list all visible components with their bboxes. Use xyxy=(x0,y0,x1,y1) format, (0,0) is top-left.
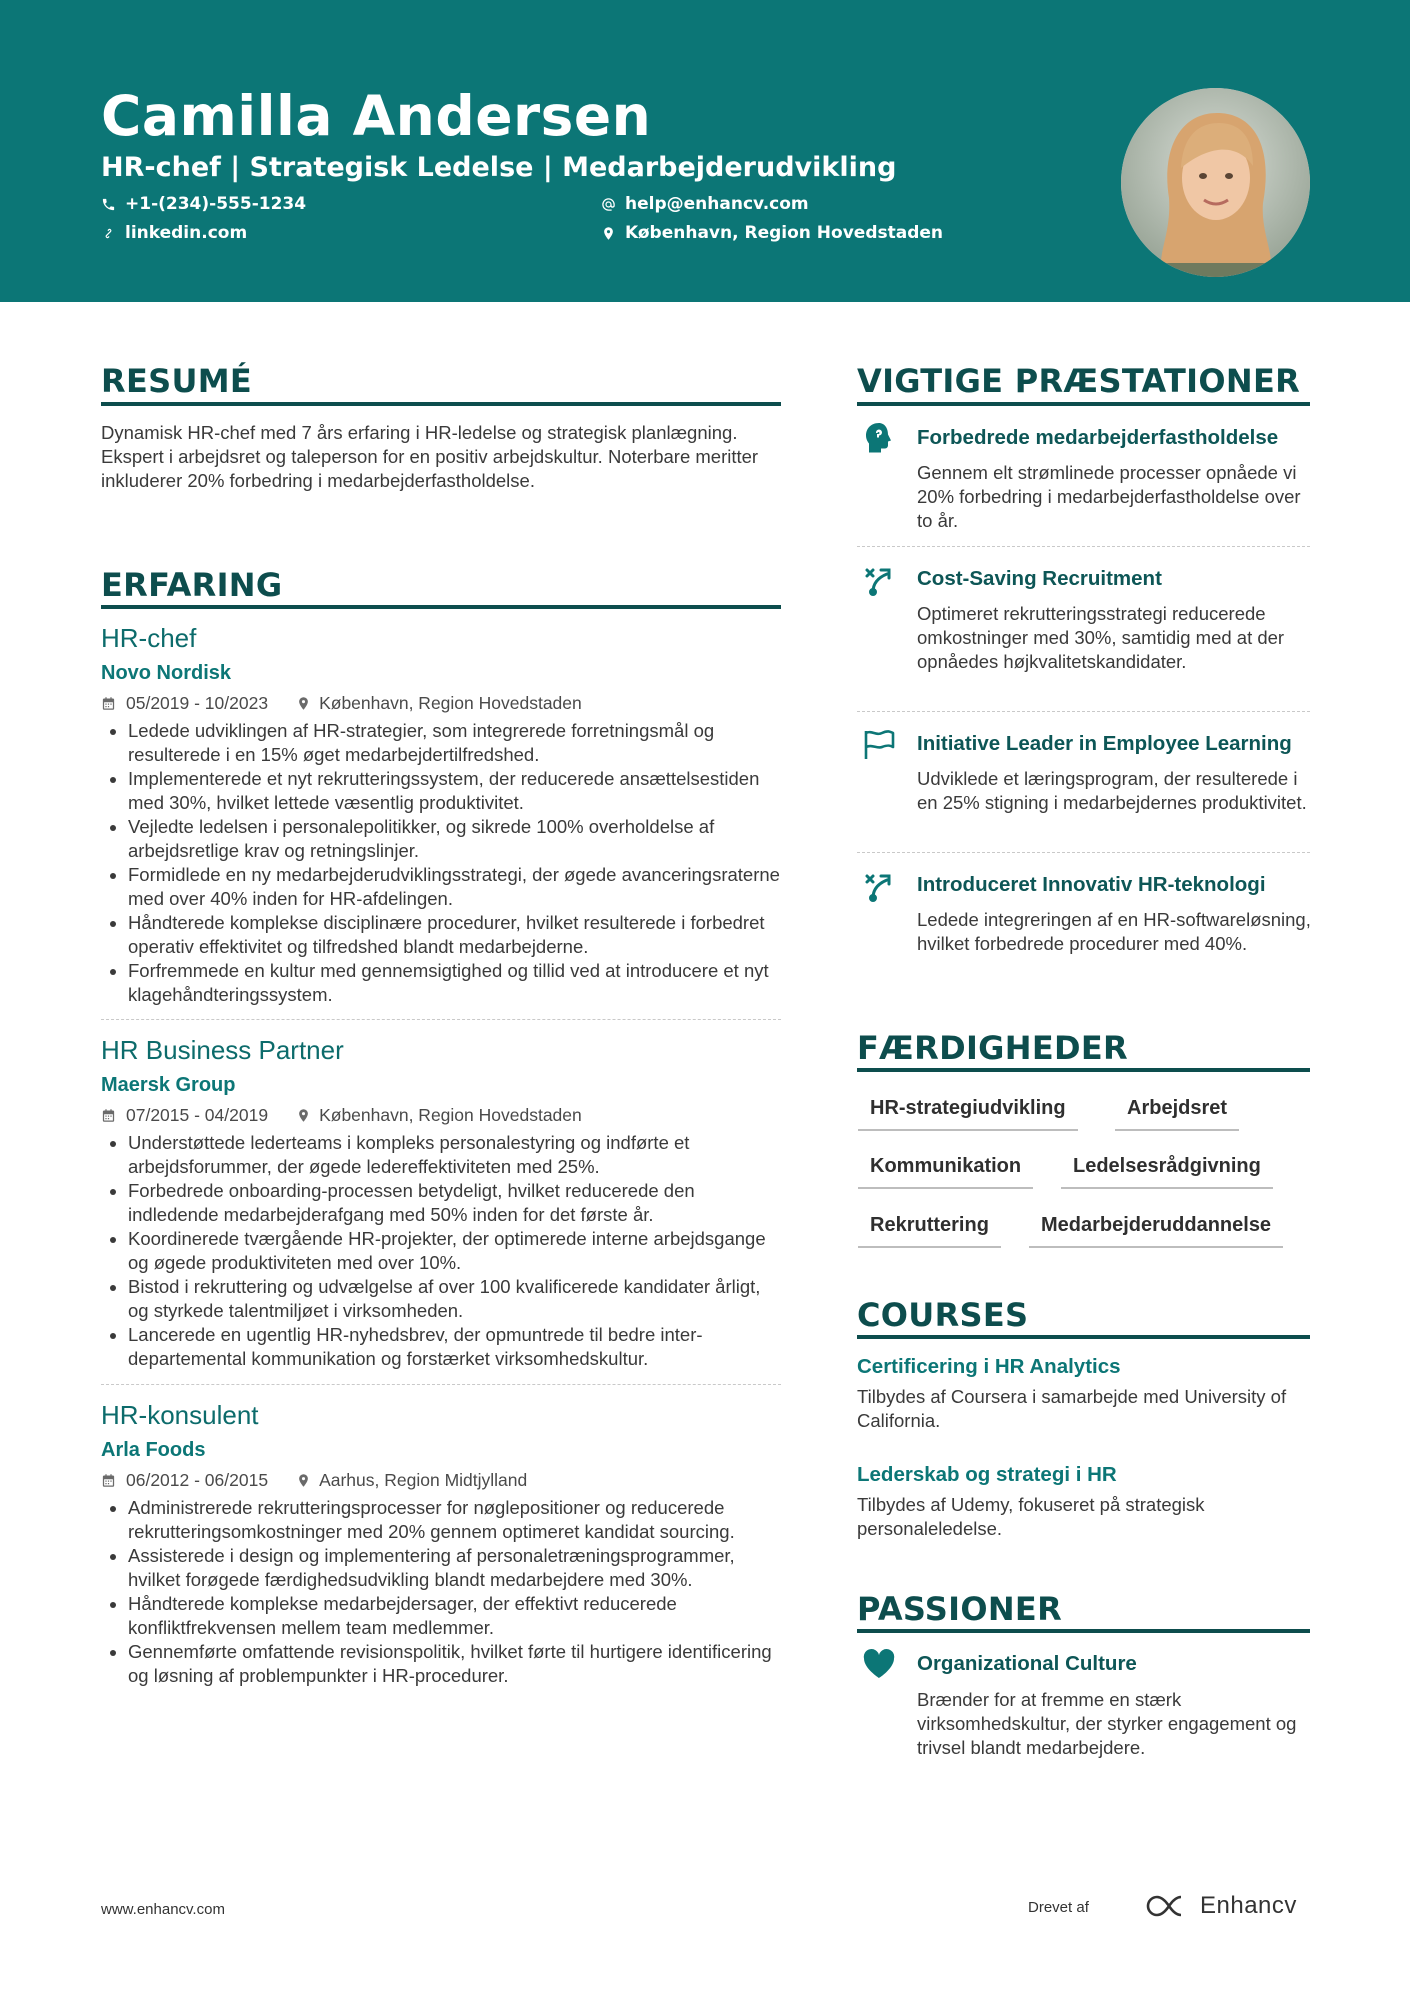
skill-tag: Rekruttering xyxy=(858,1214,1001,1248)
passion-desc: Brænder for at fremme en stærk virksomhedskultur, der styrker engagement og trivsel blandt medarbejdere. xyxy=(917,1689,1297,1758)
job-role: HR Business Partner xyxy=(101,1035,344,1065)
email-contact[interactable] xyxy=(601,194,809,214)
phone-contact[interactable] xyxy=(101,194,306,214)
map-pin-icon xyxy=(296,1473,311,1488)
resume-section-title: RESUMÉ xyxy=(101,362,253,400)
achievement-separator xyxy=(857,546,1310,547)
achievement-desc: Optimeret rekrutteringsstrategi reducerede omkostninger med 30%, samtidig med at der opnåedes højkvalitetskandidater. xyxy=(917,603,1285,672)
achievement-desc: Ledede integreringen af en HR-softwareløsning, hvilket forbedrede procedurer med 40%. xyxy=(917,909,1311,954)
courses-section-title: COURSES xyxy=(857,1296,1029,1334)
map-pin-icon xyxy=(601,226,616,241)
job-separator xyxy=(101,1019,781,1020)
resume-header xyxy=(0,0,1410,302)
skill-tag: Ledelsesrådgivning xyxy=(1061,1155,1273,1189)
job-location: Aarhus, Region Midtjylland xyxy=(319,1470,528,1490)
brand-name: Enhancv xyxy=(1200,1892,1297,1919)
experience-section-title: ERFARING xyxy=(101,566,283,604)
candidate-name: Camilla Andersen xyxy=(101,84,652,148)
list-item: Understøttede lederteams i kompleks personalestyring og indførte et arbejdsforummer, der øgede ledereffektiviteten med 25%. xyxy=(101,1131,781,1179)
map-pin-icon xyxy=(296,696,311,711)
strategy-icon xyxy=(861,562,897,598)
link-icon xyxy=(101,226,116,241)
list-item: Formidlede en ny medarbejderudviklingsstrategi, der øgede avanceringsraterne med over 40% inden for HR-afdelingen. xyxy=(101,863,781,911)
job-dates: 07/2015 - 04/2019 xyxy=(126,1105,269,1125)
achievement-desc: Udviklede et læringsprogram, der resulterede i en 25% stigning i medarbejdernes produktivitet. xyxy=(917,768,1307,813)
achievement-title: Cost-Saving Recruitment xyxy=(917,567,1162,590)
job-separator xyxy=(101,1384,781,1385)
infinity-logo-icon xyxy=(1146,1894,1192,1918)
calendar-icon xyxy=(101,1473,116,1488)
job-location: København, Region Hovedstaden xyxy=(319,1105,582,1125)
list-item: Bistod i rekruttering og udvælgelse af over 100 kvalificerede kandidater årligt, og styrkede talentmiljøet i virksomheden. xyxy=(101,1275,781,1323)
website-link[interactable]: www.enhancv.com xyxy=(101,1901,225,1918)
linkedin-text: linkedin.com xyxy=(125,223,248,243)
job-role: HR-chef xyxy=(101,623,197,653)
list-item: Vejledte ledelsen i personalepolitikker, og sikrede 100% overholdelse af arbejdsretlige krav og retningslinjer. xyxy=(101,815,781,863)
skill-tag: Kommunikation xyxy=(858,1155,1033,1189)
achievement-title: Forbedrede medarbejderfastholdelse xyxy=(917,426,1279,449)
job-meta xyxy=(101,1470,527,1491)
list-item: Forbedrede onboarding-processen betydeligt, hvilket reducerede den indledende medarbejderafgang med 50% inden for det første år. xyxy=(101,1179,781,1227)
map-pin-icon xyxy=(296,1108,311,1123)
list-item: Håndterede komplekse medarbejdersager, der effektivt reducerede konfliktfrekvensen mellem team medlemmer. xyxy=(101,1592,781,1640)
job-dates: 06/2012 - 06/2015 xyxy=(126,1470,269,1490)
passions-divider xyxy=(857,1629,1310,1633)
job-dates: 05/2019 - 10/2023 xyxy=(126,693,269,713)
email-text: help@enhancv.com xyxy=(625,194,809,214)
list-item: Administrerede rekrutteringsprocesser for nøglepositioner og reducerede rekrutteringsomkostninger med 20% gennem optimeret kandidat sourcing. xyxy=(101,1496,781,1544)
achievement-title: Introduceret Innovativ HR-teknologi xyxy=(917,873,1266,896)
passions-section-title: PASSIONER xyxy=(857,1590,1063,1628)
heart-icon xyxy=(861,1646,897,1682)
job-company: Maersk Group xyxy=(101,1074,236,1096)
resume-divider xyxy=(101,402,781,406)
list-item: Lancerede en ugentlig HR-nyhedsbrev, der opmuntrede til bedre inter-departemental kommunikation og forstærket virksomhedskultur. xyxy=(101,1323,781,1371)
job-meta xyxy=(101,1105,582,1126)
profile-photo xyxy=(1121,88,1310,277)
powered-by-label: Drevet af xyxy=(1028,1899,1089,1916)
skills-divider xyxy=(857,1068,1310,1072)
job-bullets xyxy=(101,719,781,1007)
skill-tag: HR-strategiudvikling xyxy=(858,1097,1078,1131)
list-item: Gennemførte omfattende revisionspolitik, hvilket førte til hurtigere identificering og løsning af problempunkter i HR-procedurer. xyxy=(101,1640,781,1688)
location-text: København, Region Hovedstaden xyxy=(625,223,944,243)
list-item: Forfremmede en kultur med gennemsigtighed og tillid ved at introducere et nyt klagehåndteringssystem. xyxy=(101,959,781,1007)
list-item: Håndterede komplekse disciplinære procedurer, hvilket resulterede i forbedret operativ effektivitet og tilfredshed blandt medarbejderne. xyxy=(101,911,781,959)
job-location: København, Region Hovedstaden xyxy=(319,693,582,713)
head-icon xyxy=(861,420,897,456)
phone-text: +1-(234)-555-1234 xyxy=(125,194,307,214)
achievement-desc: Gennem elt strømlinede processer opnåede vi 20% forbedring i medarbejderfastholdelse over to år. xyxy=(917,462,1301,531)
calendar-icon xyxy=(101,696,116,711)
job-company: Novo Nordisk xyxy=(101,662,232,684)
experience-divider xyxy=(101,605,781,609)
passion-title: Organizational Culture xyxy=(917,1652,1137,1675)
at-icon xyxy=(601,197,616,212)
job-bullets xyxy=(101,1496,781,1688)
strategy-icon xyxy=(861,868,897,904)
job-role: HR-konsulent xyxy=(101,1400,259,1430)
calendar-icon xyxy=(101,1108,116,1123)
achievements-section-title: VIGTIGE PRÆSTATIONER xyxy=(857,362,1301,400)
skills-section-title: FÆRDIGHEDER xyxy=(857,1029,1128,1067)
course-title: Certificering i HR Analytics xyxy=(857,1355,1121,1378)
skill-tag: Arbejdsret xyxy=(1115,1097,1239,1131)
summary-text: Dynamisk HR-chef med 7 års erfaring i HR-ledelse og strategisk planlægning. Ekspert i arbejdsret og taleperson for en positiv arbejdskultur. Noterbare meritter inkluderer 20% forbedring i medarbejderfastholdelse. xyxy=(101,422,759,491)
achievement-separator xyxy=(857,852,1310,853)
job-bullets xyxy=(101,1131,781,1371)
skill-tag: Medarbejderuddannelse xyxy=(1029,1214,1283,1248)
headline: HR-chef | Strategisk Ledelse | Medarbejderudvikling xyxy=(101,152,897,183)
location-contact xyxy=(601,223,943,243)
job-meta xyxy=(101,693,582,714)
course-title: Lederskab og strategi i HR xyxy=(857,1463,1117,1486)
course-desc: Tilbydes af Udemy, fokuseret på strategisk personaleledelse. xyxy=(857,1494,1205,1539)
courses-divider xyxy=(857,1335,1310,1339)
achievement-title: Initiative Leader in Employee Learning xyxy=(917,732,1292,755)
achievement-separator xyxy=(857,711,1310,712)
enhancv-logo[interactable] xyxy=(1146,1892,1297,1920)
phone-icon xyxy=(101,197,116,212)
list-item: Koordinerede tværgående HR-projekter, der optimerede interne arbejdsgange og øgede produktiviteten med over 10%. xyxy=(101,1227,781,1275)
course-desc: Tilbydes af Coursera i samarbejde med University of California. xyxy=(857,1386,1287,1431)
list-item: Assisterede i design og implementering af personaletræningsprogrammer, hvilket forøgede færdighedsudvikling blandt medarbejdere med 30%. xyxy=(101,1544,781,1592)
list-item: Ledede udviklingen af HR-strategier, som integrerede forretningsmål og resulterede i en 15% øget medarbejdertilfredshed. xyxy=(101,719,781,767)
linkedin-contact[interactable] xyxy=(101,223,247,243)
list-item: Implementerede et nyt rekrutteringssystem, der reducerede ansættelsestiden med 30%, hvilket lettede væsentlig produktivitet. xyxy=(101,767,781,815)
job-company: Arla Foods xyxy=(101,1439,206,1461)
flag-icon xyxy=(861,727,897,763)
achievements-divider xyxy=(857,402,1310,406)
